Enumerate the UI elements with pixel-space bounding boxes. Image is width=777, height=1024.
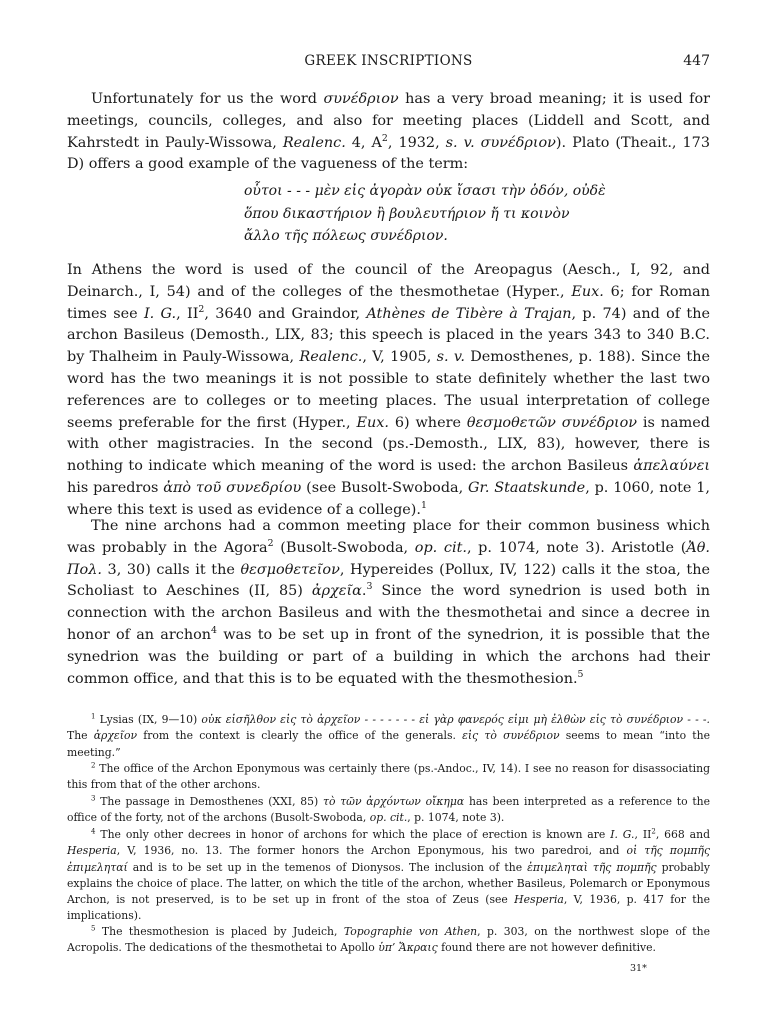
paragraph-2: In Athens the word is used of the council of the Areopagus (Aesch., I, 92, and Deinarch., I, 54) and of the colleges of the thesmothetae (Hyper., Eux. 6; for Roman times see I. G., $II^2$, 3640 and Graindor, Athènes de Tibère à Trajan, p. 74) and of the archon Basileus (Demosth., LIX, 83; this speech is placed in the years 343 to 340 B.C. by Thalheim in Pauly-Wissowa, Realenc., V, 1905, s. v. Demosthenes, p. 188). Since the word has the two meanings it is not possible to state definitely whether the last two references are to colleges or to meeting places. The usual interpretation of college seems preferable for the first (Hyper., Eux. 6) where θεσμοθετῶν συνέδριον is named with other magistracies. In the second (ps.-Demosth., LIX, 83), however, there is nothing to indicate which meaning of the word is used: the archon Basileus ἀπελαύνει his paredros ἀπὸ τοῦ συνεδρίου (see Busolt-Swoboda, Gr. Staatskunde, p. 1060, note 1, where this text is used as evidence of a college).$^1$ <box>67 262 711 518</box>
quote-line: οὗτοι - - - μὲν εἰς ἀγορὰν οὐκ ἴσασι τὴν ὁδόν, οὐδὲ <box>244 183 606 199</box>
quote-line: ἄλλο τῆς πόλεως συνέδριον. <box>244 228 448 244</box>
footnote-3: $^3$ The passage in Demosthenes (XXI, 85) τὸ τῶν ἀρχόντων οἴκημα has been interpreted as a reference to the office of the forty, not of the archons (Busolt-Swoboda, op. cit., p. 1074, note 3). <box>67 793 710 825</box>
block-quote <box>244 180 624 248</box>
paragraph-1: Unfortunately for us the word συνέδριον has a very broad meaning; it is used for meetings, councils, colleges, and also for meeting places (Liddell and Scott, and Kahrstedt in Pauly-Wissowa, Realenc. 4, $A^2$, 1932, s. v. συνέδριον). Plato (Theait., 173 D) offers a good example of the vagueness of the term: <box>67 91 711 173</box>
footnote-5: $^5$ The thesmothesion is placed by Judeich, Topographie von Athen, p. 303, on the northwest slope of the Acropolis. The dedications of the thesmothetai to Apollo ὑπ’ Ἄκραις found there are not however definitive. <box>67 923 710 955</box>
paragraph-3: The nine archons had a common meeting place for their common business which was probably in the Agora$^2$ (Busolt-Swoboda, op. cit., p. 1074, note 3). Aristotle (Ἀθ. Πολ. 3, 30) calls it the θεσμοθετεῖον, Hypereides (Pollux, IV, 122) calls it the stoa, the Scholiast to Aeschines (II, 85) ἀρχεῖα.$^3$ Since the word synedrion is used both in connection with the archon Basileus and with the thesmothetai and since a decree in honor of an archon$^4$ was to be set up in front of the synedrion, it is possible that the synedrion was the building or part of a building in which the archons had their common office, and that this is to be equated with the thesmothesion.$^5$ <box>67 518 711 687</box>
signature-mark: 31* <box>630 963 647 974</box>
footnote-1: $^1$ Lysias (IX, 9—10) οὐκ εἰσῆλθον εἰς τὸ ἀρχεῖον - - - - - - - εἰ γὰρ φανερός εἰμι μὴ ἐλθὼν εἰς τὸ συνέδριον - - -. The ἀρχεῖον from the context is clearly the office of the generals. εἰς τὸ συνέδριον seems to mean “into the meeting.” <box>67 711 710 759</box>
page-number: 447 <box>683 53 710 69</box>
footnote-4: $^4$ The only other decrees in honor of archons for which the place of erection is known are I. G., $II^2$, 668 and Hesperia, V, 1936, no. 13. The former honors the Archon Eponymous, his two paredroi, and οἱ τῆς πομπῆς ἐπιμεληταί and is to be set up in the temenos of Dionysos. The inclusion of the ἐπιμεληταὶ τῆς πομπῆς probably explains the choice of place. The latter, on which the title of the archon, whether Basileus, Polemarch or Eponymous Archon, is not preserved, is to be set up in front of the stoa of Zeus (see Hesperia, V, 1936, p. 417 for the implications). <box>67 826 710 923</box>
running-head: GREEK INSCRIPTIONS <box>304 53 473 69</box>
quote-line: ὅπου δικαστήριον ἢ βουλευτήριον ἤ τι κοινὸν <box>244 205 570 222</box>
footnote-2: $^2$ The office of the Archon Eponymous was certainly there (ps.-Andoc., IV, 14). I see no reason for disassociating this from that of the other archons. <box>67 760 710 792</box>
